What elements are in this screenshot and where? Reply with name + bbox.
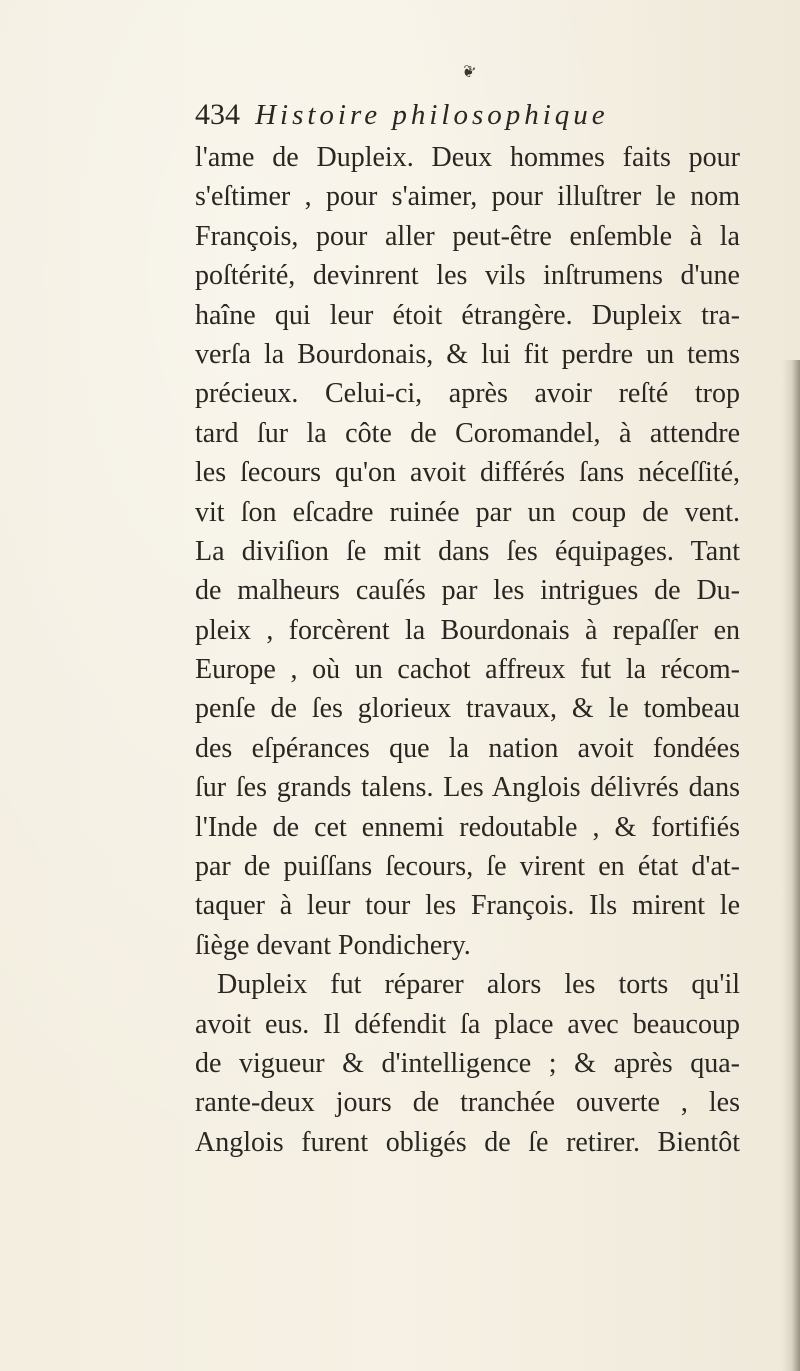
text-line: Anglois furent obligés de ſe retirer. Bientôt	[195, 1126, 740, 1158]
text-line: par de puiſſans ſecours, ſe virent en état d'at-	[195, 851, 740, 883]
text-line: de malheurs cauſés par les intrigues de Du-	[195, 575, 740, 607]
text-line: tard ſur la côte de Coromandel, à attendre	[195, 417, 740, 449]
text-line: ſiège devant Pondichery.	[195, 929, 471, 961]
body-text	[195, 138, 740, 1162]
text-line: l'Inde de cet ennemi redoutable , & fortifiés	[195, 811, 740, 843]
running-title: Histoire philosophique	[255, 99, 609, 131]
text-line: de vigueur & d'intelligence ; & après qua-	[195, 1047, 740, 1079]
text-line: rante-deux jours de tranchée ouverte , les	[195, 1087, 740, 1119]
text-line: Dupleix fut réparer alors les torts qu'il	[217, 969, 740, 1001]
text-line: taquer à leur tour les François. Ils mirent le	[195, 890, 740, 922]
text-line: avoit eus. Il défendit ſa place avec beaucoup	[195, 1008, 740, 1040]
text-line: s'eſtimer , pour s'aimer, pour illuſtrer le nom	[195, 181, 740, 213]
text-line: François, pour aller peut-être enſemble à la	[195, 220, 740, 252]
text-line: les ſecours qu'on avoit différés ſans néceſſité,	[195, 457, 740, 489]
printer-ornament: ❦	[459, 60, 479, 83]
text-line: pleix , forcèrent la Bourdonais à repaſſer en	[195, 614, 740, 646]
page-number: 434	[195, 98, 240, 131]
text-line: l'ame de Dupleix. Deux hommes faits pour	[195, 142, 740, 173]
text-line: verſa la Bourdonais, & lui fit perdre un tems	[195, 338, 740, 370]
page-header	[195, 98, 755, 138]
text-line: La diviſion ſe mit dans ſes équipages. Tant	[195, 535, 740, 567]
text-line: haîne qui leur étoit étrangère. Dupleix tra-	[195, 299, 740, 331]
text-line: précieux. Celui-ci, après avoir reſté trop	[195, 378, 740, 410]
text-line: poſtérité, devinrent les vils inſtrumens d'une	[195, 260, 740, 292]
text-line: ſur ſes grands talens. Les Anglois délivrés dans	[195, 772, 740, 804]
page-edge-shadow	[782, 360, 800, 1371]
text-line: vit ſon eſcadre ruinée par un coup de vent.	[195, 496, 740, 528]
text-line: des eſpérances que la nation avoit fondées	[195, 732, 740, 764]
text-line: penſe de ſes glorieux travaux, & le tombeau	[195, 693, 740, 725]
text-line: Europe , où un cachot affreux fut la récom-	[195, 654, 740, 686]
